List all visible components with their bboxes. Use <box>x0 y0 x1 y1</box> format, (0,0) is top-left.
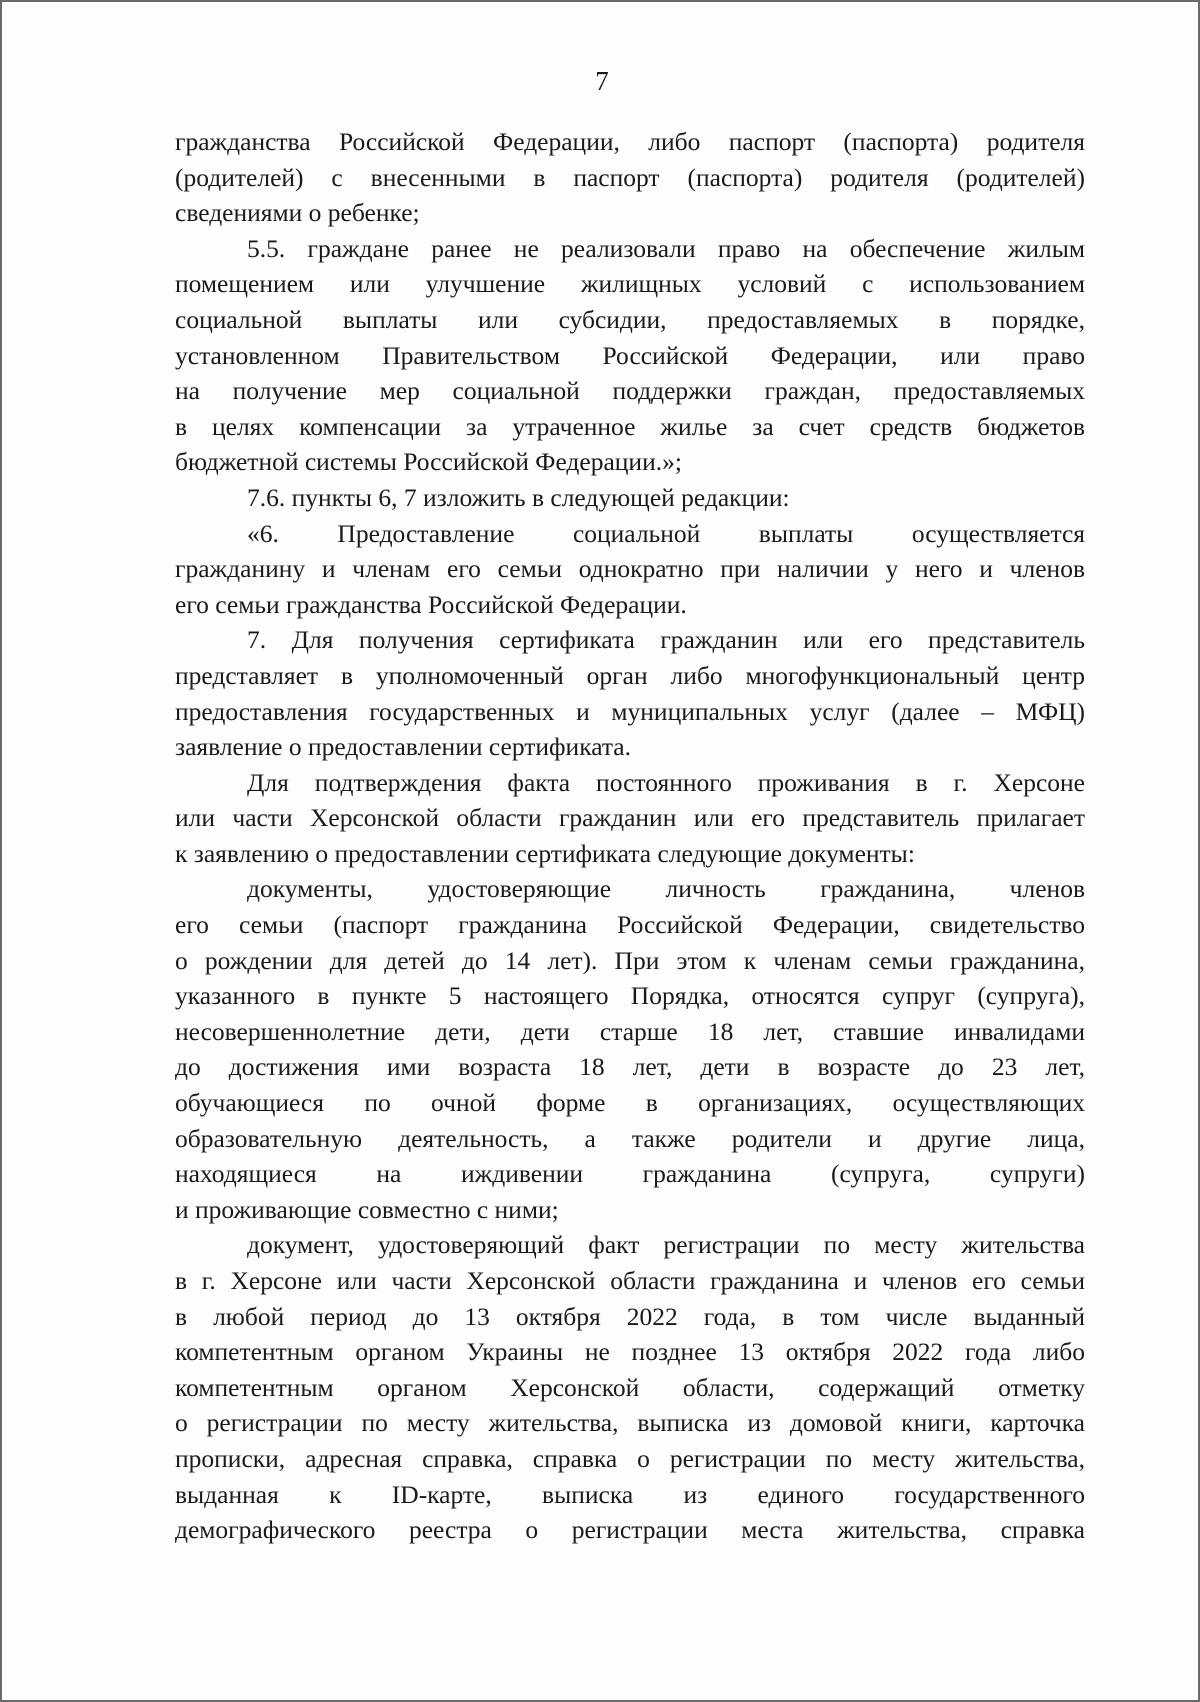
text-line: демографического реестра о регистрации места жительства, справка <box>175 1515 1085 1545</box>
text-line: компетентным органом Украины не позднее 13 октября 2022 года либо <box>175 1337 1085 1367</box>
text-line: документ, удостоверяющий факт регистрации по месту жительства <box>247 1230 1085 1260</box>
text-line: 7. Для получения сертификата гражданин или его представитель <box>247 625 1085 655</box>
text-line: «6. Предоставление социальной выплаты осуществляется <box>247 518 1085 548</box>
text-line: указанного в пункте 5 настоящего Порядка, относятся супруг (супруга), <box>175 981 1085 1011</box>
text-line: 7.6. пункты 6, 7 изложить в следующей редакции: <box>247 482 790 512</box>
text-line: обучающиеся по очной форме в организациях, осуществляющих <box>175 1088 1085 1118</box>
text-line: установленном Правительством Российской Федерации, или право <box>175 340 1085 370</box>
text-line: в любой период до 13 октября 2022 года, в том числе выданный <box>175 1301 1085 1331</box>
text-line: о рождении для детей до 14 лет). При этом к членам семьи гражданина, <box>175 945 1085 975</box>
text-line: документы, удостоверяющие личность гражданина, членов <box>247 874 1085 904</box>
page-number: 7 <box>595 66 609 96</box>
text-line: в целях компенсации за утраченное жилье за счет средств бюджетов <box>175 411 1085 441</box>
text-line: к заявлению о предоставлении сертификата следующие документы: <box>175 838 915 868</box>
text-line: несовершеннолетние дети, дети старше 18 лет, ставшие инвалидами <box>175 1016 1085 1046</box>
text-line: находящиеся на иждивении гражданина (супруга, супруги) <box>175 1159 1085 1189</box>
text-line: или части Херсонской области гражданин или его представитель прилагает <box>175 803 1085 833</box>
text-line: на получение мер социальной поддержки граждан, предоставляемых <box>175 376 1085 406</box>
text-line: компетентным органом Херсонской области, содержащий отметку <box>175 1372 1085 1402</box>
text-line: о регистрации по месту жительства, выписка из домовой книги, карточка <box>175 1408 1085 1438</box>
text-line: его семьи (паспорт гражданина Российской Федерации, свидетельство <box>175 910 1085 940</box>
text-line: представляет в уполномоченный орган либо многофункциональный центр <box>175 660 1085 690</box>
text-line: и проживающие совместно с ними; <box>175 1194 559 1224</box>
text-line: гражданину и членам его семьи однократно при наличии у него и членов <box>175 554 1085 584</box>
text-line: (родителей) с внесенными в паспорт (паспорта) родителя (родителей) <box>175 162 1085 192</box>
text-line: предоставления государственных и муниципальных услуг (далее – МФЦ) <box>175 696 1085 726</box>
document-body <box>175 124 1085 1548</box>
text-line: до достижения ими возраста 18 лет, дети в возрасте до 23 лет, <box>175 1052 1085 1082</box>
text-line: образовательную деятельность, а также родители и другие лица, <box>175 1123 1085 1153</box>
text-line: прописки, адресная справка, справка о регистрации по месту жительства, <box>175 1443 1085 1473</box>
text-line: заявление о предоставлении сертификата. <box>175 732 631 762</box>
text-line: сведениями о ребенке; <box>175 198 420 228</box>
text-line: гражданства Российской Федерации, либо паспорт (паспорта) родителя <box>175 127 1085 156</box>
text-line: выданная к ID-карте, выписка из единого государственного <box>175 1479 1085 1509</box>
text-line: социальной выплаты или субсидии, предоставляемых в порядке, <box>175 304 1085 334</box>
text-line: его семьи гражданства Российской Федерации. <box>175 589 687 619</box>
text-line: Для подтверждения факта постоянного проживания в г. Херсоне <box>247 767 1085 797</box>
text-line: бюджетной системы Российской Федерации.»; <box>175 447 682 477</box>
text-line: 5.5. граждане ранее не реализовали право на обеспечение жилым <box>247 233 1085 263</box>
text-line: в г. Херсоне или части Херсонской области гражданина и членов его семьи <box>175 1266 1085 1295</box>
text-line: помещением или улучшение жилищных условий с использованием <box>175 269 1085 299</box>
